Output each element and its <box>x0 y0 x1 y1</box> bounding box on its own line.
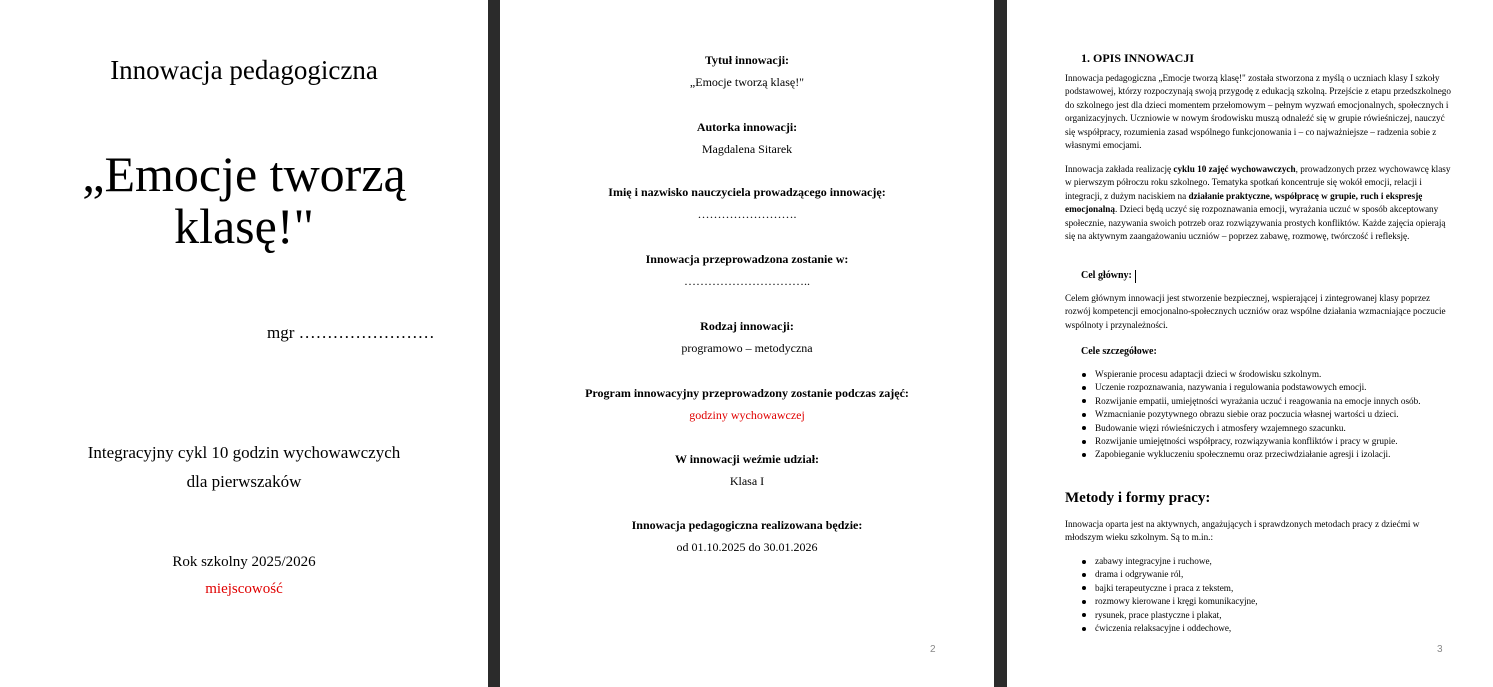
page-metadata <box>500 0 994 687</box>
paragraph-text: Innowacja pedagogiczna „Emocje tworzą klasę!" została stworzona z myślą o uczniach klasy I szkoły podstawowej, którzy rozpoczynają swoją przygodę z edukacją szkolną. Przejście z etapu przedszkolnego do szkolnego jest dla dzieci momentem przełomowym – pełnym wyzwań emocjonalnych, społecznych i organizacyjnych. Uczniowie w nowym środowisku muszą odnaleźć się w grupie rówieśniczej, nauczyć się współpracy, rozumienia zasad wspólnego funkcjonowania i – co najważniejsze – radzenia sobie z własnymi emocjami. <box>1065 73 1451 151</box>
field-value: „Emocje tworzą klasę!" <box>689 75 805 89</box>
paragraph-text: Innowacja oparta jest na aktywnych, angażujących i sprawdzonych metodach pracy z dziećmi w młodszym wieku szkolnym. Są to m.in.: <box>1065 519 1420 543</box>
list-item: Wzmacnianie pozytywnego obrazu siebie oraz poczucia własnej wartości u dzieci. <box>1065 408 1453 421</box>
list-item: Uczenie rozpoznawania, nazywania i regulowania podstawowych emocji. <box>1065 381 1453 394</box>
detail-goals-label: Cele szczegółowe: <box>1081 346 1157 357</box>
cover-subtitle <box>0 438 488 496</box>
field-participants <box>500 452 994 489</box>
text-bold: cyklu 10 zajęć wychowawczych <box>1173 164 1296 174</box>
cover-title-line2: klasę!" <box>174 198 314 254</box>
list-item: rysunek, prace plastyczne i plakat, <box>1065 609 1453 622</box>
cover-subtitle-line1: Integracyjny cykl 10 godzin wychowawczych <box>87 443 401 462</box>
cover-school-year: Rok szkolny 2025/2026 <box>172 554 316 570</box>
methods-title: Metody i formy pracy: <box>1065 490 1211 506</box>
cover-heading: Innowacja pedagogiczna <box>110 55 378 85</box>
field-type <box>500 319 994 356</box>
text-span: , prowadzonych przez wychowawcę klasy w pierwszym półroczu roku szkolnego. Tematyka spotkań koncentruje się wokół emocji, relacji i integracji, z dużym naciskiem na <box>1065 164 1451 201</box>
list-item: Rozwijanie empatii, umiejętności wyrażania uczuć i reagowania na emocje innych osób. <box>1065 395 1453 408</box>
text-bold: działanie praktyczne, współpracę w grupie, ruch i ekspresję emocjonalną <box>1065 190 1423 215</box>
list-item: ćwiczenia relaksacyjne i oddechowe, <box>1065 622 1453 635</box>
list-item: Zapobieganie wykluczeniu społecznemu oraz przeciwdziałanie agresji i izolacji. <box>1065 448 1453 461</box>
paragraph-main-goal <box>1065 292 1451 332</box>
list-item: Budowanie więzi rówieśniczych i atmosfery wzajemnego szacunku. <box>1065 422 1453 435</box>
page-number: 3 <box>1437 644 1443 655</box>
cover-author: mgr …………………… <box>267 323 435 342</box>
field-label: Tytuł innowacji: <box>704 53 790 67</box>
field-classes <box>500 386 994 423</box>
text-span: . Dzieci będą uczyć się rozpoznawania emocji, wyrażania uczuć w sposób akceptowany społecznie, nazywania swoich potrzeb oraz rozwiązywania prostych konfliktów. Każde zajęcia opierają się na aktywnym zaangażowaniu uczniów – poprzez zabawę, rozmowę, twórczość i refleksję. <box>1065 204 1446 242</box>
field-value: godziny wychowawczej <box>689 408 805 422</box>
field-teacher <box>500 185 994 222</box>
paragraph-intro <box>1065 72 1451 152</box>
page-number: 2 <box>930 644 936 655</box>
text-cursor <box>1135 270 1136 283</box>
field-location <box>500 252 994 289</box>
field-value: ……………………. <box>697 207 797 221</box>
methods-list <box>1065 555 1453 635</box>
paragraph-cycle <box>1065 163 1451 243</box>
field-label: Program innowacyjny przeprowadzony zostanie podczas zajęć: <box>585 386 909 400</box>
list-item: drama i odgrywanie ról, <box>1065 568 1453 581</box>
paragraph-methods-intro <box>1065 518 1451 545</box>
field-value: Klasa I <box>729 474 765 488</box>
cover-title-line1: „Emocje tworzą <box>82 146 406 202</box>
field-label: Rodzaj innowacji: <box>700 319 794 333</box>
paragraph-text: Celem głównym innowacji jest stworzenie bezpiecznej, wspierającej i zintegrowanej klasy poprzez rozwój kompetencji emocjonalno-społecznych uczniów oraz wspólne działania wzmacniające poczucie wspólnoty i przynależności. <box>1065 293 1446 330</box>
text-span: Innowacja zakłada realizację <box>1065 164 1174 174</box>
field-title <box>500 53 994 90</box>
list-item: zabawy integracyjne i ruchowe, <box>1065 555 1453 568</box>
list-item: Wspieranie procesu adaptacji dzieci w środowisku szkolnym. <box>1065 368 1453 381</box>
field-label: W innowacji weźmie udział: <box>674 452 820 466</box>
cover-subtitle-line2: dla pierwszaków <box>186 472 302 491</box>
cover-place: miejscowość <box>205 581 283 597</box>
field-label: Innowacja pedagogiczna realizowana będzie: <box>631 518 863 532</box>
field-label: Autorka innowacji: <box>696 120 798 134</box>
page-cover <box>0 0 488 687</box>
list-item: Rozwijanie umiejętności współpracy, rozwiązywania konfliktów i pracy w grupie. <box>1065 435 1453 448</box>
field-label: Imię i nazwisko nauczyciela prowadzącego innowację: <box>608 185 886 199</box>
field-value: programowo – metodyczna <box>681 341 813 355</box>
field-dates <box>500 518 994 555</box>
field-author <box>500 120 994 157</box>
main-goal-label: Cel główny: <box>1081 270 1132 281</box>
detail-goals-list <box>1065 368 1453 462</box>
field-value: Magdalena Sitarek <box>701 142 793 156</box>
page-description <box>1007 0 1493 687</box>
cover-title <box>0 148 488 252</box>
list-item: bajki terapeutyczne i praca z tekstem, <box>1065 582 1453 595</box>
section-title: 1. OPIS INNOWACJI <box>1081 51 1195 65</box>
paragraph-text <box>1065 163 1451 243</box>
field-value: od 01.10.2025 do 30.01.2026 <box>676 540 818 554</box>
list-item: rozmowy kierowane i kręgi komunikacyjne, <box>1065 595 1453 608</box>
field-value: ………………………….. <box>684 274 810 288</box>
field-label: Innowacja przeprowadzona zostanie w: <box>645 252 849 266</box>
